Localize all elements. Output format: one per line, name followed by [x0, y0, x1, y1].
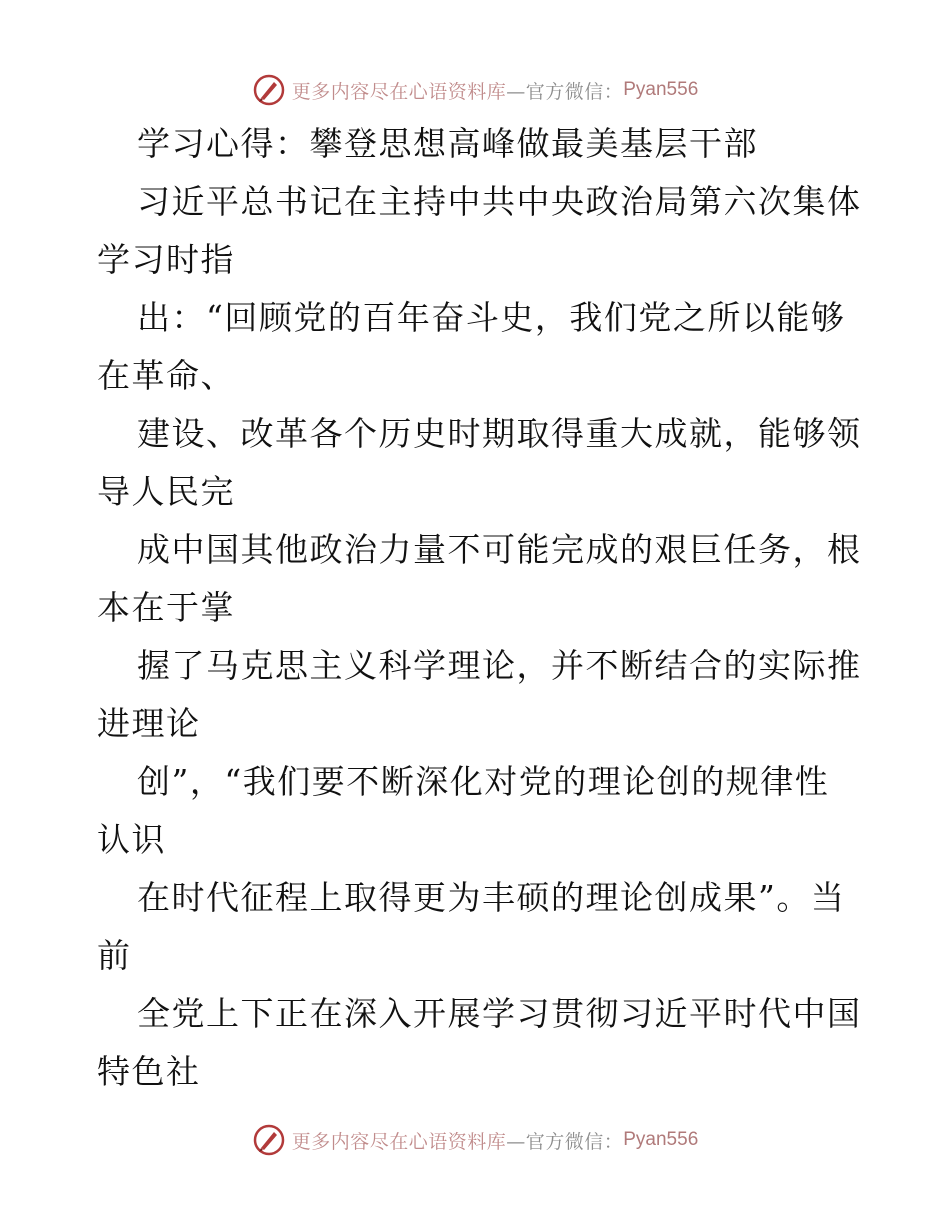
text-line: 习近平总书记在主持中共中央政治局第六次集体	[137, 182, 862, 221]
text-line: 在革命、	[97, 356, 235, 395]
banner-wechat-label: —官方微信：	[506, 80, 624, 103]
text-line: 成中国其他政治力量不可能完成的艰巨任务，根	[137, 530, 862, 569]
text-line: 本在于掌	[97, 588, 235, 627]
footer-banner	[0, 1120, 950, 1160]
text-line: 导人民完	[97, 472, 235, 511]
header-banner	[0, 70, 950, 110]
text-line: 出：“回顾党的百年奋斗史，我们党之所以能够	[137, 298, 846, 337]
text-line: 在时代征程上取得更为丰硕的理论创成果”。当	[137, 878, 846, 917]
text-line: 特色社	[97, 1052, 201, 1091]
text-line: 前	[97, 936, 132, 975]
document-title: 学习心得：攀登思想高峰做最美基层干部	[137, 124, 758, 163]
text-line: 创”，“我们要不断深化对党的理论创的规律性	[137, 762, 830, 801]
quill-pen-circle-icon	[252, 1123, 286, 1157]
banner-wechat-id: Pyan556	[623, 1129, 699, 1150]
banner-slogan: 更多内容尽在心语资料库	[291, 1130, 507, 1153]
banner-wechat-label: —官方微信：	[506, 1130, 624, 1153]
text-line: 进理论	[97, 704, 201, 743]
banner-wechat-id: Pyan556	[623, 79, 699, 100]
document-body	[97, 115, 862, 1101]
text-line: 建设、改革各个历史时期取得重大成就，能够领	[137, 414, 862, 453]
text-line: 认识	[97, 820, 166, 859]
text-line: 握了马克思主义科学理论，并不断结合的实际推	[137, 646, 862, 685]
quill-pen-circle-icon	[252, 73, 286, 107]
text-line: 全党上下正在深入开展学习贯彻习近平时代中国	[137, 994, 862, 1033]
text-line: 学习时指	[97, 240, 235, 279]
banner-slogan: 更多内容尽在心语资料库	[291, 80, 507, 103]
